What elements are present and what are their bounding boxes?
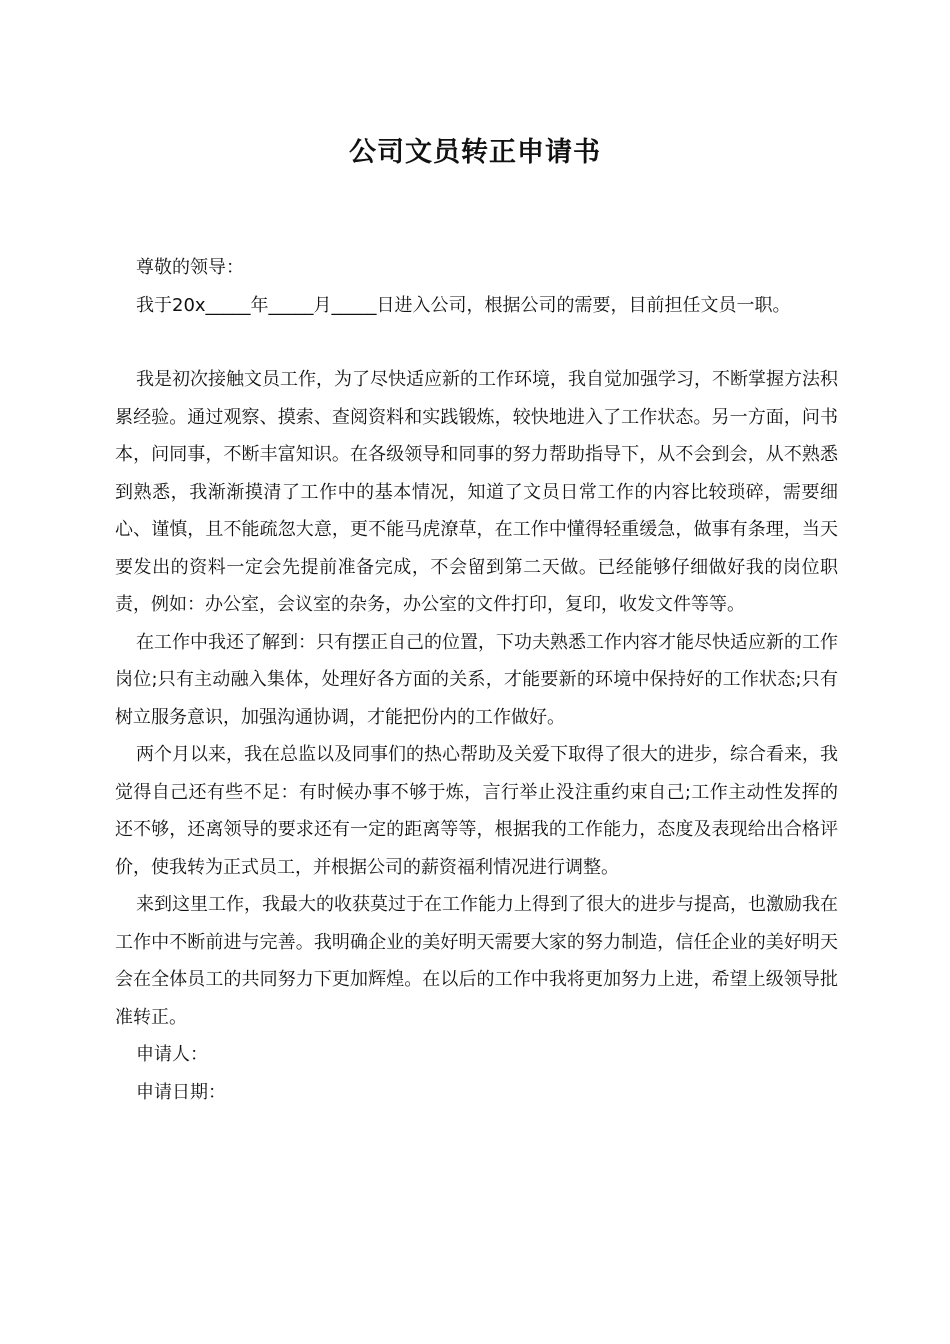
intro-paragraph: 我于20x_____年_____月_____日进入公司，根据公司的需要，目前担任文员一职。 [136,294,791,316]
document-body [115,249,838,1111]
body-paragraph-3: 两个月以来，我在总监以及同事们的热心帮助及关爱下取得了很大的进步，综合看来，我觉得自己还有些不足：有时候办事不够于炼，言行举止没注重约束自己;工作主动性发挥的还不够，还离领导的要求还有一定的距离等等，根据我的工作能力，态度及表现给出合格评价，使我转为正式员工，并根据公司的薪资福利情况进行调整。 [115,744,838,878]
blank-line [115,324,838,361]
applicant-label: 申请人： [136,1044,208,1065]
body-paragraph-1: 我是初次接触文员工作，为了尽快适应新的工作环境，我自觉加强学习，不断掌握方法积累经验。通过观察、摸索、查阅资料和实践锻炼，较快地进入了工作状态。另一方面，问书本，问同事，不断丰富知识。在各级领导和同事的努力帮助指导下，从不会到会，从不熟悉到熟悉，我渐渐摸清了工作中的基本情况，知道了文员日常工作的内容比较琐碎，需要细心、谨慎，且不能疏忽大意，更不能马虎潦草，在工作中懂得轻重缓急，做事有条理，当天要发出的资料一定会先提前准备完成，不会留到第二天做。已经能够仔细做好我的岗位职责，例如：办公室，会议室的杂务，办公室的文件打印，复印，收发文件等等。 [115,369,838,615]
body-paragraph-2: 在工作中我还了解到：只有摆正自己的位置，下功夫熟悉工作内容才能尽快适应新的工作岗位;只有主动融入集体，处理好各方面的关系，才能要新的环境中保持好的工作状态;只有树立服务意识，加强沟通协调，才能把份内的工作做好。 [115,631,838,728]
date-label: 申请日期： [136,1081,226,1103]
document-title: 公司文员转正申请书 [349,137,601,168]
salutation: 尊敬的领导： [136,257,244,278]
body-paragraph-4: 来到这里工作，我最大的收获莫过于在工作能力上得到了很大的进步与提高，也激励我在工作中不断前进与完善。我明确企业的美好明天需要大家的努力制造，信任企业的美好明天会在全体员工的共同努力下更加辉煌。在以后的工作中我将更加努力上进，希望上级领导批准转正。 [115,894,838,1028]
